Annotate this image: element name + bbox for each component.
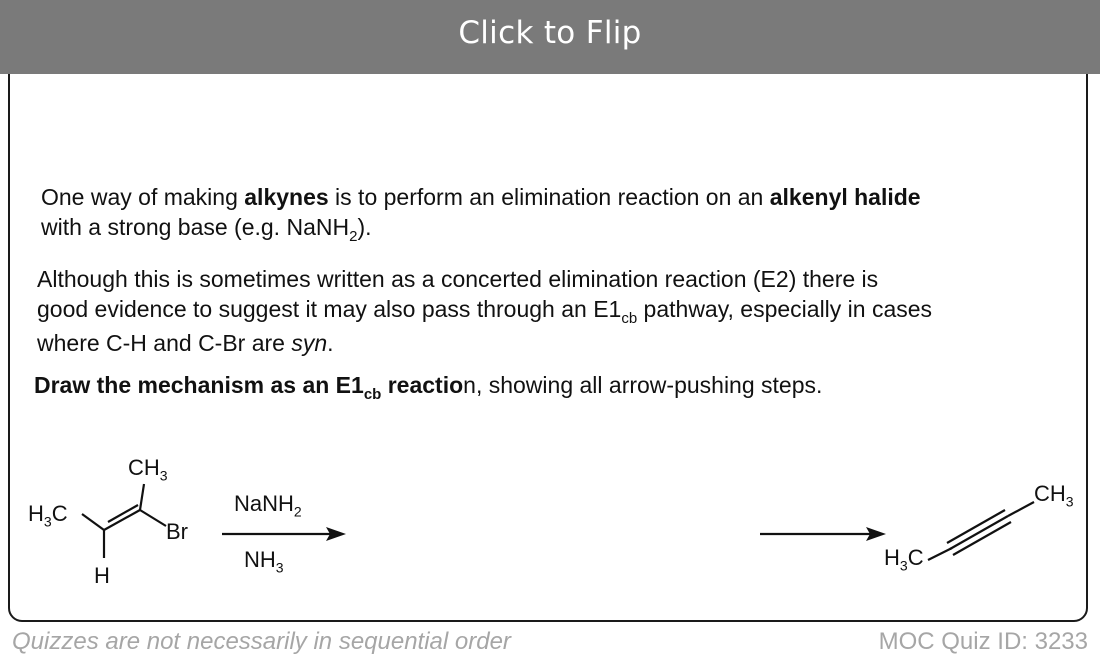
- sequence-disclaimer: Quizzes are not necessarily in sequential order: [12, 628, 511, 655]
- bond-br: [140, 510, 166, 526]
- alkyne-triple-bond-lower: [953, 522, 1011, 555]
- product-ch3-label: $CH_3$: [1034, 481, 1074, 510]
- quiz-id: MOC Quiz ID: 3233: [878, 628, 1088, 655]
- alkyne-bond-right: [1008, 502, 1034, 516]
- product-h3c-label: $H_3C$: [884, 545, 924, 574]
- alkyne-triple-bond-upper: [947, 510, 1005, 543]
- reactant-br-label: Br: [166, 519, 188, 544]
- alkyne-bond-left: [928, 548, 952, 560]
- question-instruction: Draw the mechanism as an $E1_{cb}$ reaction, showing all arrow-pushing steps.: [34, 372, 823, 403]
- question-paragraph-1: One way of making alkynes is to perform an elimination reaction on an alkenyl halide with a strong base (e.g. NaNH$_2$).: [41, 184, 921, 245]
- bond-methyl-left: [82, 514, 104, 530]
- reagent-nh3-label: $NH_3$: [244, 547, 284, 576]
- reactant-ch3-label: $CH_3$: [128, 455, 168, 484]
- reagent-nanh2-label: NaNH$_2$: [234, 491, 302, 520]
- bond-methyl-top: [140, 484, 144, 510]
- alkyne-triple-bond: [950, 516, 1008, 549]
- reactant-h3c-label: $H_3C$: [28, 501, 68, 530]
- question-paragraph-2: Although this is sometimes written as a concerted elimination reaction (E2) there is good evidence to suggest it may also pass through an $E1_{cb}$ pathway, especially in cases where C-H and C-Br are syn.: [37, 266, 933, 356]
- reactant-h-label: H: [94, 563, 110, 588]
- flip-button-label: Click to Flip: [458, 15, 642, 51]
